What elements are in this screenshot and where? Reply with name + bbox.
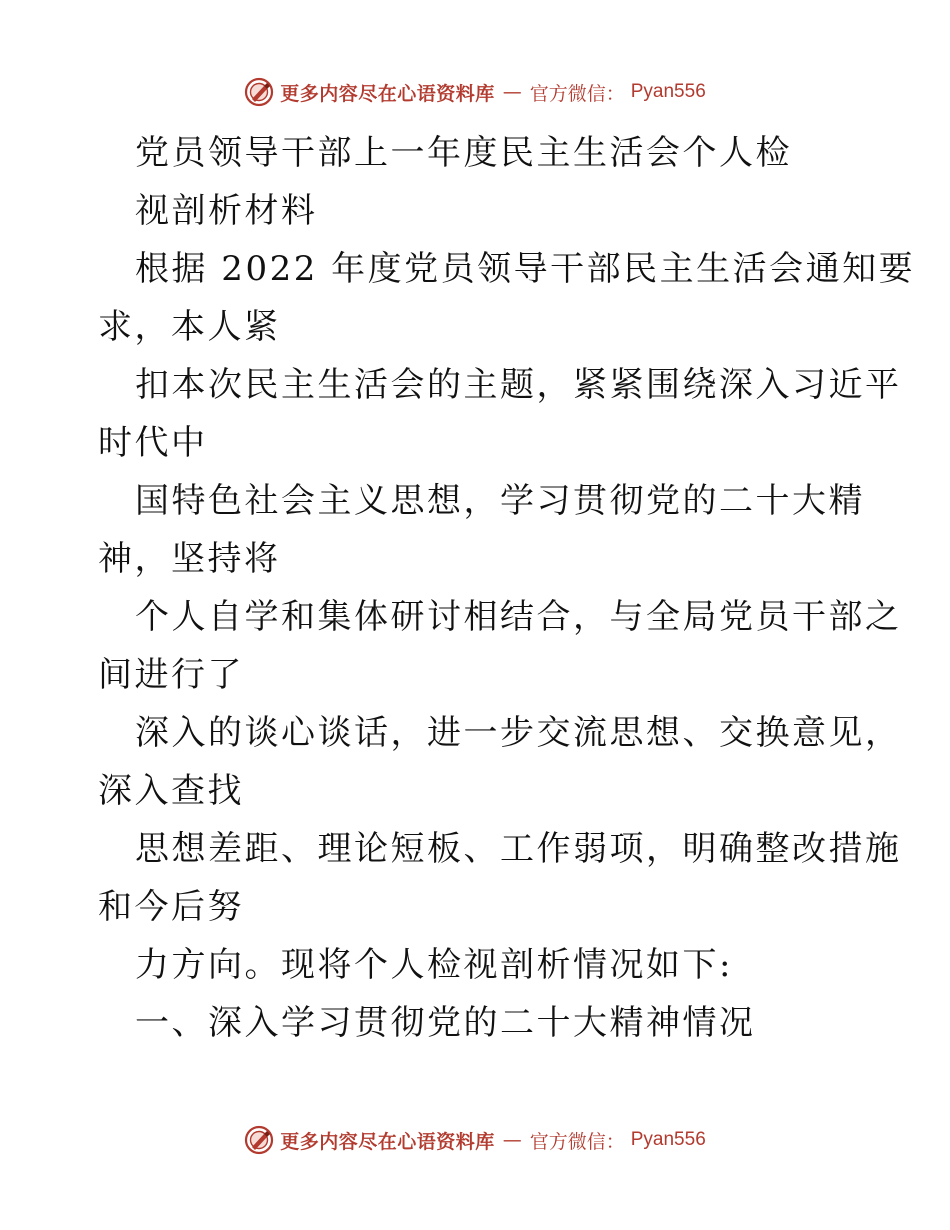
footer-watermark	[0, 1120, 950, 1160]
paragraph-line: 神，坚持将	[98, 539, 281, 579]
document-title-line-1: 党员领导干部上一年度民主生活会个人检	[135, 133, 792, 173]
pen-seal-icon	[244, 77, 274, 107]
header-watermark	[0, 72, 950, 112]
section-heading: 一、深入学习贯彻党的二十大精神情况	[135, 1003, 756, 1043]
wechat-label: 官方微信：	[529, 82, 625, 105]
watermark-separator: —	[502, 1129, 522, 1151]
wechat-id: Pyan556	[630, 1129, 706, 1150]
paragraph-line: 深入查找	[98, 771, 244, 811]
paragraph-line: 国特色社会主义思想，学习贯彻党的二十大精	[135, 481, 865, 521]
paragraph-line: 和今后努	[98, 887, 244, 927]
paragraph-line: 根据 2022 年度党员领导干部民主生活会通知要	[135, 249, 916, 289]
document-title-line-2: 视剖析材料	[135, 191, 318, 231]
pen-seal-icon	[244, 1125, 274, 1155]
paragraph-line: 间进行了	[98, 655, 244, 695]
watermark-text: 更多内容尽在心语资料库	[280, 82, 495, 105]
paragraph-line: 力方向。现将个人检视剖析情况如下:	[135, 945, 733, 985]
paragraph-line: 深入的谈心谈话，进一步交流思想、交换意见，	[135, 713, 902, 753]
watermark-text: 更多内容尽在心语资料库	[280, 1130, 495, 1153]
document-body	[98, 124, 916, 1052]
paragraph-line: 扣本次民主生活会的主题，紧紧围绕深入习近平	[135, 365, 902, 405]
paragraph-line: 个人自学和集体研讨相结合，与全局党员干部之	[135, 597, 902, 637]
paragraph-line: 时代中	[98, 423, 208, 463]
paragraph-line: 求，本人紧	[98, 307, 281, 347]
wechat-id: Pyan556	[630, 81, 706, 102]
wechat-label: 官方微信：	[529, 1130, 625, 1153]
watermark-separator: —	[502, 81, 522, 103]
paragraph-line: 思想差距、理论短板、工作弱项，明确整改措施	[135, 829, 902, 869]
